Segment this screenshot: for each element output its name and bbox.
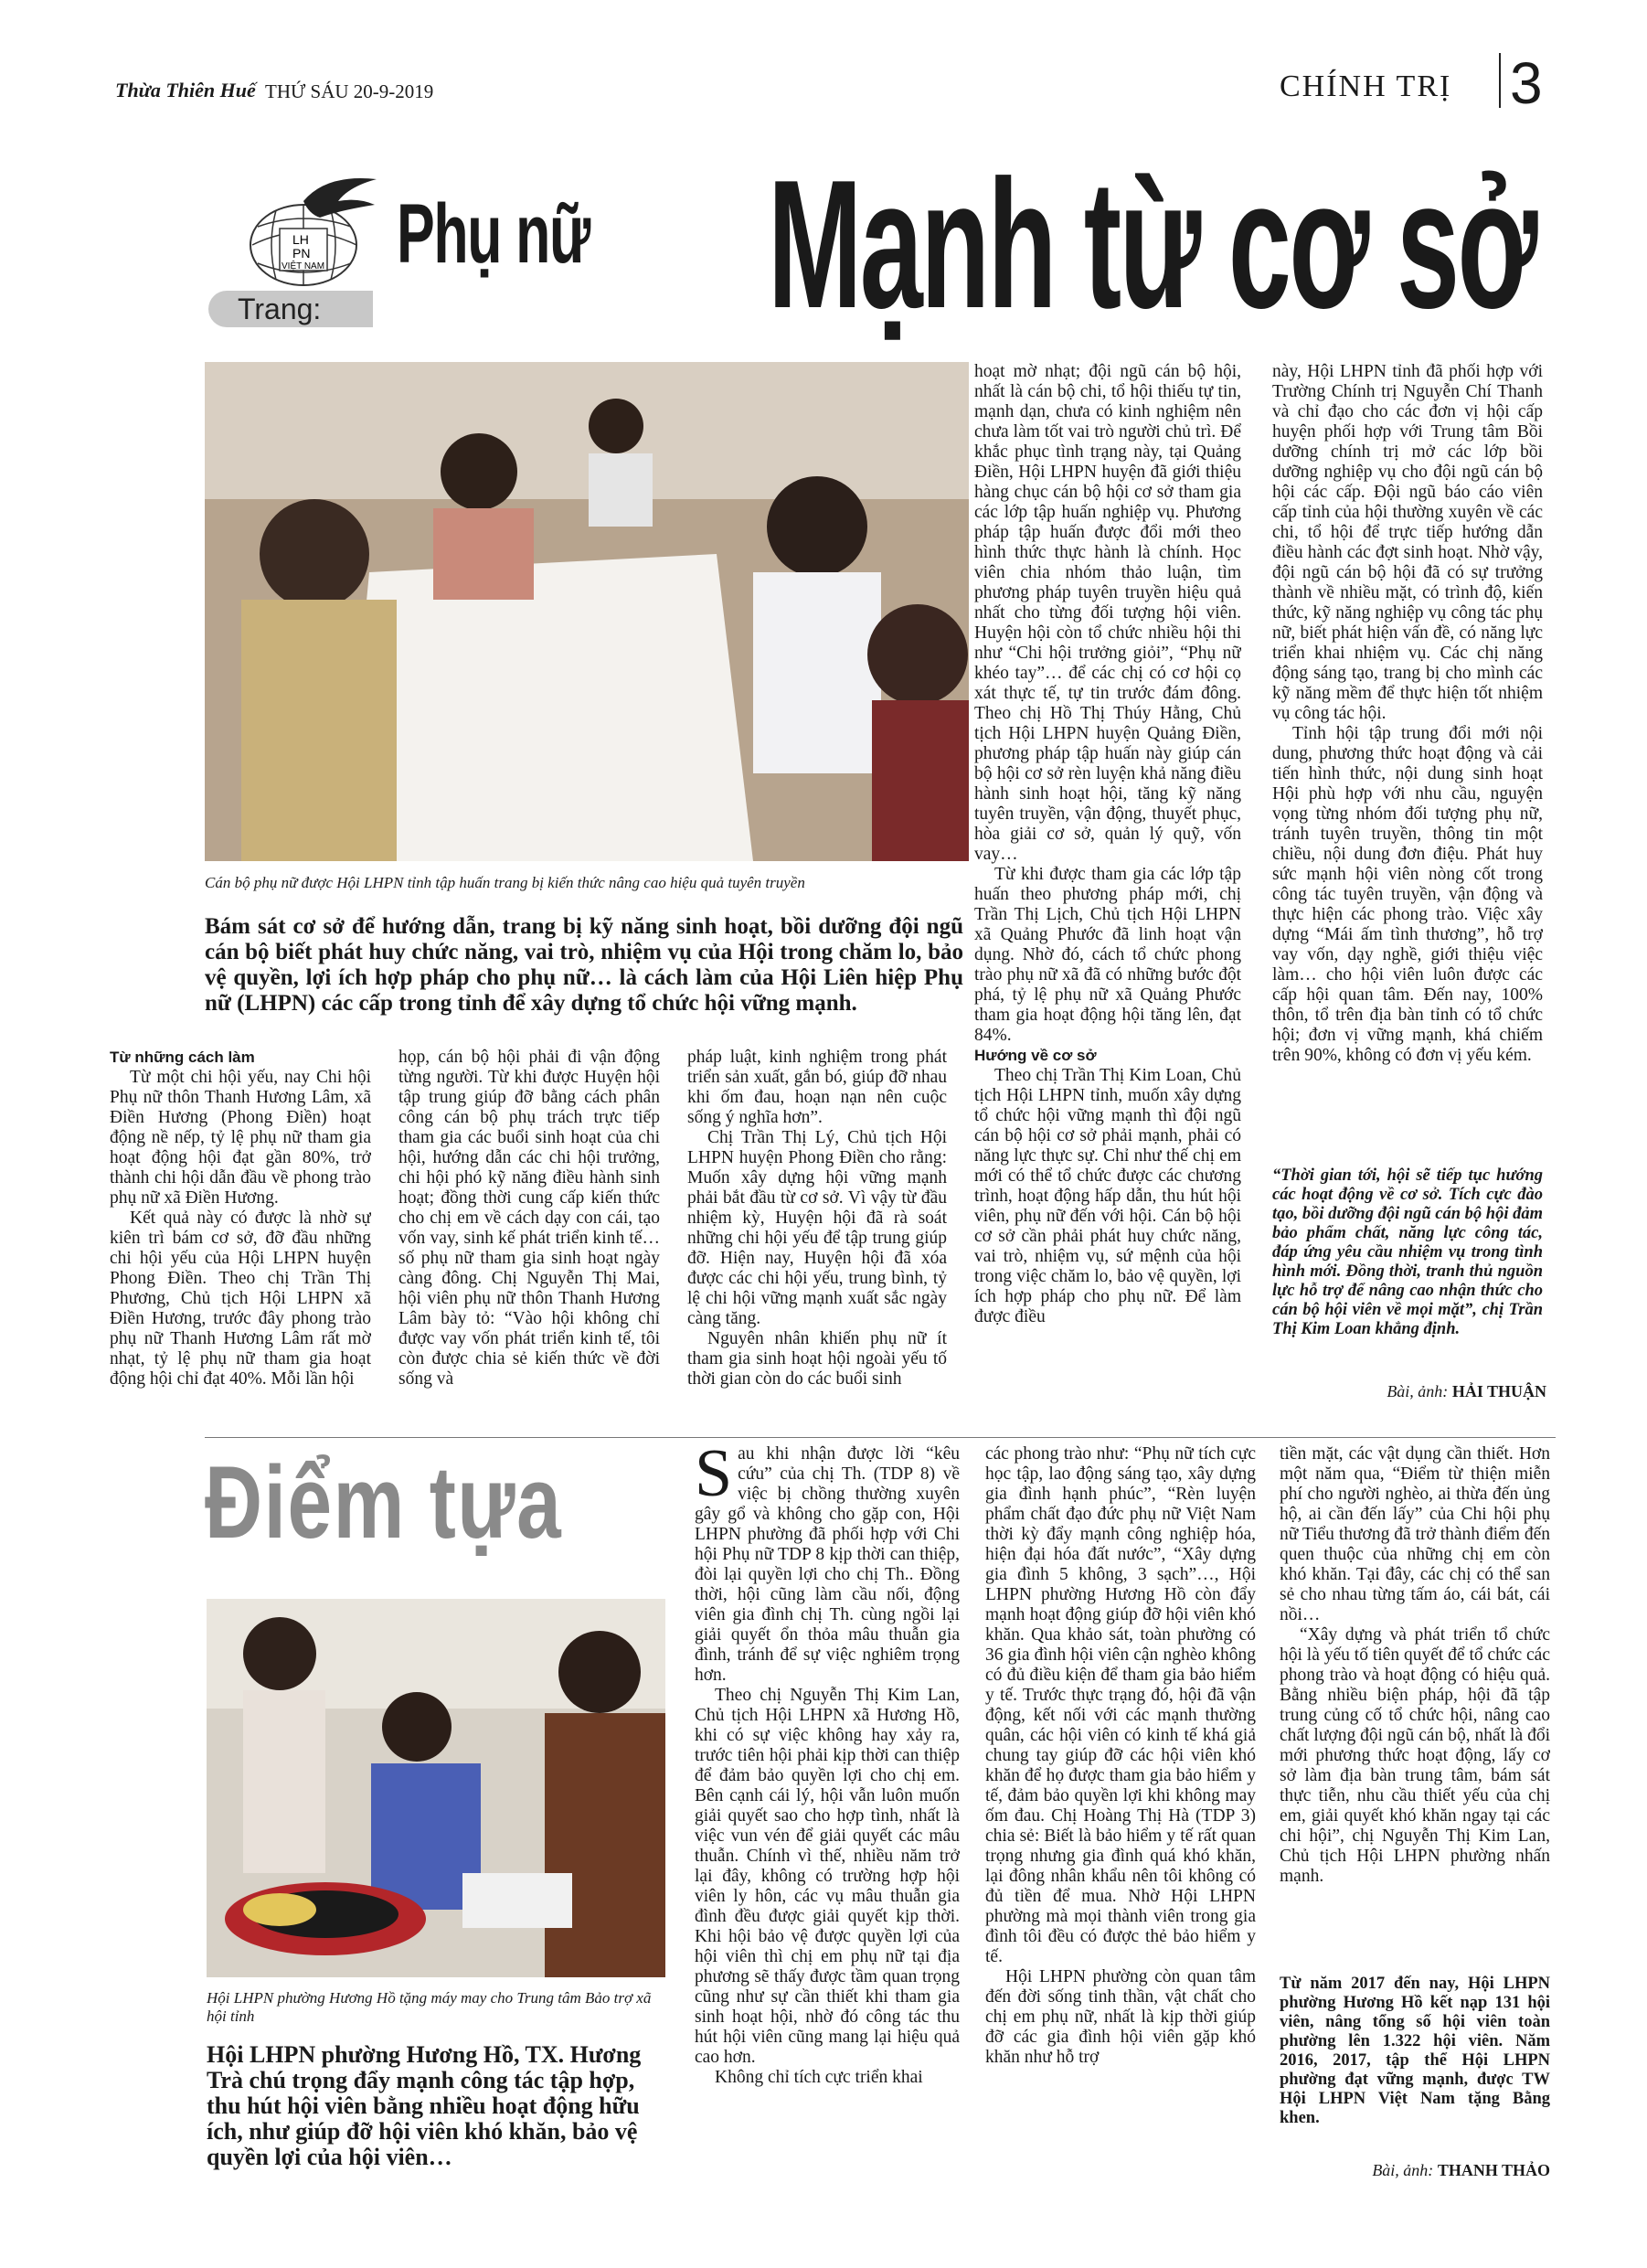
header-divider (1499, 53, 1501, 108)
article1-lead: Bám sát cơ sở để hướng dẫn, trang bị kỹ năng sinh hoạt, bồi dưỡng đội ngũ cán bộ biết phát huy chức năng, vai trò, nhiệm vụ của Hội trong chăm lo, bảo vệ quyền, lợi ích hợp pháp cho phụ nữ… là cách làm của Hội Liên hiệp Phụ nữ (LHPN) các cấp trong tỉnh để xây dựng tổ chức hội vững mạnh. (205, 914, 963, 1016)
paragraph: Kết quả này có được là nhờ sự kiên trì bám cơ sở, đỡ đầu những chi hội yếu của Hội LHPN huyện Phong Điền. Theo chị Trần Thị Phương, Chủ tịch Hội LHPN xã Điền Hương, trước đây phong trào phụ nữ Thanh Hương Lâm rất mờ nhạt, tỷ lệ phụ nữ tham gia hoạt động hội chỉ đạt 40%. Mỗi lần hội (110, 1209, 371, 1389)
byline-author: THANH THẢO (1437, 2161, 1550, 2179)
paragraph: họp, cán bộ hội phải đi vận động từng người. Từ khi được Huyện hội tập trung giúp đỡ bằng cách phân công cán bộ phụ trách trực tiếp tham gia các buổi sinh hoạt của chi hội, hướng dẫn các chi hội trưởng, chi hội phó kỹ năng điều hành sinh hoạt; đồng thời cung cấp kiến thức cho chị em về cách dạy con cái, tạo vốn vay, sinh kế phát triển kinh tế… số phụ nữ tham gia sinh hoạt ngày càng đông. Chị Nguyễn Thị Mai, hội viên phụ nữ thôn Thanh Hương Lâm bày tỏ: “Vào hội không chỉ được vay vốn phát triển kinh tế, tôi còn được chia sẻ kiến thức về đời sống và (398, 1048, 660, 1389)
vietnam-women-union-logo (239, 174, 386, 291)
article1-photo-caption: Cán bộ phụ nữ được Hội LHPN tỉnh tập huấn trang bị kiến thức nâng cao hiệu quả tuyên truyền (205, 874, 805, 891)
article1-column-1 (110, 1048, 371, 1404)
article2-column-1 (695, 1444, 960, 2157)
paragraph: này, Hội LHPN tỉnh đã phối hợp với Trường Chính trị Nguyễn Chí Thanh và chỉ đạo cho các đơn vị hội cấp huyện phối hợp với Trung tâm Bồi dưỡng chính trị mở các lớp bồi dưỡng nghiệp vụ cho đội ngũ cán bộ hội các cấp. Đội ngũ báo cáo viên cấp tỉnh của hội thường xuyên về các chi, tổ hội để trực tiếp hướng dẫn điều hành các đợt sinh hoạt. Nhờ vậy, đội ngũ cán bộ hội đã có sự trưởng thành về nhiều mặt, có trình độ, kiến thức, kỹ năng nghiệp vụ công tác phụ nữ, biết phát hiện vấn đề, có năng lực triển khai nhiệm vụ. Các chị năng động sáng tạo, trang bị cho mình các kỹ năng mềm để thực hiện tốt nhiệm vụ công tác hội. (1272, 362, 1543, 723)
byline-label: Bài, ảnh: (1387, 1382, 1449, 1400)
article1-column-2 (398, 1048, 660, 1404)
logo-text-pn: PN (292, 246, 311, 261)
paragraph: Theo chị Trần Thị Kim Loan, Chủ tịch Hội LHPN tỉnh, muốn xây dựng tổ chức hội vững mạnh thì đội ngũ cán bộ hội cơ sở phải mạnh, phải có năng lực thực sự. Chỉ như thế chị em mới có thể tổ chức được các chương trình, hoạt động hấp dẫn, thu hút hội viên, phụ nữ đến với hội. Cán bộ hội cơ sở cần phải phát huy chức năng, vai trò, nhiệm vụ, sứ mệnh của hội trong việc chăm lo, bảo vệ quyền, lợi ích hợp pháp cho phụ nữ. Để làm được điều (974, 1066, 1241, 1326)
logo-text-vn: VIỆT NAM (282, 261, 325, 272)
paragraph: Từ khi được tham gia các lớp tập huấn theo phương pháp mới, chị Trần Thị Lịch, Chủ tịch Hội LHPN xã Quảng Phước đã linh hoạt vận dụng. Nhờ đó, cách tổ chức phong trào phụ nữ xã đã có những bước đột phá, tỷ lệ phụ nữ xã Quảng Phước tham gia hoạt động hội tăng lên, đạt 84%. (974, 865, 1241, 1045)
paragraph (695, 1444, 960, 1686)
byline-author: HẢI THUẬN (1451, 1382, 1546, 1400)
article2-headline: Điểm tựa (205, 1445, 563, 1560)
article1-column-4 (974, 362, 1241, 1404)
article1-column-5 (1272, 362, 1543, 1166)
paragraph: Theo chị Nguyễn Thị Kim Lan, Chủ tịch Hội LHPN xã Hương Hồ, khi có sự việc không hay xảy ra, trước tiên hội phải kịp thời can thiệp để đảm bảo quyền lợi cho chị em. Bên cạnh cái lý, hội vẫn luôn muốn giải quyết sao cho hợp tình, nhất là việc vun vén để giải quyết các mâu thuẫn. Chính vì thế, nhiều năm trở lại đây, không có trường hợp hội viên ly hôn, các vụ mâu thuẫn gia đình đều được giải quyết kịp thời. Khi hội bảo vệ được quyền lợi của hội viên thì chị em phụ nữ tại địa phương sẽ thấy được tầm quan trọng cũng như sự cần thiết khi tham gia sinh hoạt hội, nhờ đó công tác thu hút hội viên cũng mang lại hiệu quả cao hơn. (695, 1686, 960, 2067)
article2-byline (1280, 2161, 1550, 2180)
section-name: CHÍNH TRỊ (1280, 69, 1452, 103)
page-number: 3 (1510, 50, 1543, 116)
sewing-machine-photo (207, 1599, 665, 1977)
paragraph: Chị Trần Thị Lý, Chủ tịch Hội LHPN huyện Phong Điền cho rằng: Muốn xây dựng hội vững mạnh phải bắt đầu từ cơ sở. Vì vậy từ đầu nhiệm kỳ, Huyện hội đã rà soát những chi hội yếu để tập trung giúp đỡ. Hiện nay, Huyện hội đã xóa được các chi hội yếu, trung bình, tỷ lệ chi hội vững mạnh xuất sắc ngày càng tăng. (687, 1128, 947, 1328)
article2-photo-caption: Hội LHPN phường Hương Hồ tặng máy may cho Trung tâm Bảo trợ xã hội tỉnh (207, 1989, 652, 2025)
paragraph: Nguyên nhân khiến phụ nữ ít tham gia sinh hoạt hội ngoài yếu tố thời gian còn do các buổi sinh (687, 1329, 947, 1389)
article2-column-3 (1280, 1444, 1550, 1967)
article1-headline: Mạnh từ cơ sở (768, 143, 1536, 346)
paragraph: “Xây dựng và phát triển tổ chức hội là yếu tố tiên quyết để tổ chức các phong trào và hoạt động có hiệu quả. Bằng nhiều biện pháp, hội đã tập trung củng cố tổ chức hội, nâng cao chất lượng đội ngũ cán bộ, nhất là đổi mới phương thức hoạt động, lấy cơ sở làm địa bàn trung tâm, bám sát thực tiễn, nhu cầu thiết yếu của chị em, giải quyết khó khăn ngay tại các chi hội”, chị Nguyễn Thị Kim Lan, Chủ tịch Hội LHPN phường nhấn mạnh. (1280, 1625, 1550, 1886)
article1-subhead-2: Hướng về cơ sở (974, 1047, 1097, 1064)
article1-quote: “Thời gian tới, hội sẽ tiếp tục hướng các hoạt động về cơ sở. Tích cực đào tạo, bồi dưỡng đội ngũ cán bộ hội đảm bảo phẩm chất, năng lực công tác, đáp ứng yêu cầu nhiệm vụ trong tình hình mới. Đồng thời, tranh thủ nguồn lực hỗ trợ để nâng cao nhận thức cho cán bộ hội viên về mọi mặt”, chị Trần Thị Kim Loan khẳng định. (1272, 1166, 1543, 1338)
article2-column-2 (985, 1444, 1256, 2157)
issue-date: THỨ SÁU 20-9-2019 (265, 80, 434, 102)
page-label: Trang: (208, 291, 373, 327)
article2-fact: Từ năm 2017 đến nay, Hội LHPN phường Hương Hồ kết nạp 131 hội viên, nâng tổng số hội viên toàn phường lên 1.322 hội viên. Năm 2016, 2017, tập thể Hội LHPN phường đạt vững mạnh, được TW Hội LHPN Việt Nam tặng Bằng khen. (1280, 1975, 1550, 2127)
article1-subhead-1: Từ những cách làm (110, 1049, 255, 1066)
paragraph: Tỉnh hội tập trung đổi mới nội dung, phương thức hoạt động và cải tiến hình thức, nội dung sinh hoạt Hội phù hợp với nhu cầu, nguyện vọng từng nhóm đối tượng phụ nữ, tránh tuyên truyền, thông tin một chiều, nội dung đơn điệu. Phát huy sức mạnh hội viên nòng cốt trong công tác tuyên truyền, vận động và thực hiện các phong trào. Việc xây dựng “Mái ấm tình thương”, hỗ trợ vay vốn, dạy nghề, giới thiệu việc làm… cho hội viên luôn được các cấp hội quan tâm. Đến nay, 100% thôn, tổ trên địa bàn tỉnh có tổ chức hội; đơn vị vững mạnh, khá chiếm trên 90%, không có đơn vị yếu kém. (1272, 724, 1543, 1065)
article1-quote-box (1272, 1166, 1543, 1377)
newspaper-name: Thừa Thiên Huế (115, 79, 256, 101)
logo-text-lh: LH (292, 232, 309, 247)
paragraph: pháp luật, kinh nghiệm trong phát triển sản xuất, gắn bó, giúp đỡ nhau khi ốm đau, hoạn nạn nên cuộc sống ý nghĩa hơn”. (687, 1048, 947, 1127)
paragraph: các phong trào như: “Phụ nữ tích cực học tập, lao động sáng tạo, xây dựng gia đình hạnh phúc”, “Rèn luyện phẩm chất đạo đức phụ nữ Việt Nam thời kỳ đẩy mạnh công nghiệp hóa, hiện đại hóa đất nước”, “Xây dựng gia đình 5 không, 3 sạch”…, Hội LHPN phường Hương Hồ còn đẩy mạnh hoạt động giúp đỡ hội viên khó khăn. Qua khảo sát, toàn phường có 36 gia đình hội viên cận nghèo không có đủ điều kiện để tham gia bảo hiểm y tế. Trước thực trạng đó, hội đã vận động, kết nối với các mạnh thường quân, các hội viên có kinh tế khá giả chung tay giúp đỡ các hội viên khó khăn để họ được tham gia bảo hiểm y tế, đảm bảo quyền lợi khi không may ốm đau. Chị Hoàng Thị Hà (TDP 3) chia sẻ: Biết là bảo hiểm y tế rất quan trọng nhưng gia đình quá khó khăn, lại đông nhân khẩu nên tôi không có đủ tiền để mua. Nhờ Hội LHPN phường mà mọi thành viên trong gia đình tôi đều có được thẻ bảo hiểm y tế. (985, 1444, 1256, 1966)
paragraph: tiền mặt, các vật dụng cần thiết. Hơn một năm qua, “Điểm từ thiện miễn phí cho người nghèo, ai thừa đến ủng hộ, ai cần đến lấy” của Chi hội phụ nữ Tiểu thương đã trở thành điểm đến quen thuộc của những chị em còn khó khăn. Tại đây, các chị có thể san sẻ cho nhau từng tấm áo, cái bát, cái nồi… (1280, 1444, 1550, 1624)
paragraph: Không chỉ tích cực triển khai (715, 2068, 923, 2087)
article1-column-3 (687, 1048, 947, 1404)
first-paragraph-text: au khi nhận được lời “kêu cứu” của chị Th. (TDP 8) về việc bị chồng thường xuyên gây gổ và không cho gặp con, Hội LHPN phường đã phối hợp với Chi hội Phụ nữ TDP 8 kịp thời can thiệp, đòi lại quyền lợi cho chị Th.. Đồng thời, hội cũng làm cầu nối, động viên gia đình chị Th. cùng ngồi lại giải quyết ổn thỏa mâu thuẫn gia đình, tránh để sự việc nghiêm trọng hơn. (695, 1444, 960, 1685)
dropcap: S (695, 1444, 733, 1511)
article-divider (205, 1437, 1556, 1438)
training-photo (205, 362, 969, 861)
paragraph: hoạt mờ nhạt; đội ngũ cán bộ hội, nhất là cán bộ chi, tổ hội thiếu tự tin, mạnh dạn, chưa có kinh nghiệm nên chưa làm tốt vai trò người chủ trì. Để khắc phục tình trạng này, tại Quảng Điền, Hội LHPN huyện đã giới thiệu hàng chục cán bộ hội cơ sở tham gia các lớp tập huấn nghiệp vụ. Phương pháp tập huấn được đổi mới theo hình thức thực hành là chính. Học viên chia nhóm thảo luận, tìm phương pháp tuyên truyền hiệu quả nhất cho từng đối tượng hội viên. Huyện hội còn tổ chức nhiều hội thi như “Chi hội trưởng giỏi”, “Phụ nữ khéo tay”… để các chị có cơ hội cọ xát thực tế, tự tin trước đám đông. Theo chị Hồ Thị Thúy Hằng, Chủ tịch Hội LHPN huyện Quảng Điền, phương pháp tập huấn này giúp cán bộ hội cơ sở rèn luyện khả năng điều hành sinh hoạt hội, tăng kỹ năng tuyên truyền, vận động, thuyết phục, hòa giải cơ sở, quản lý quỹ, vốn vay… (974, 362, 1241, 864)
article1-byline (1272, 1382, 1546, 1401)
byline-label: Bài, ảnh: (1372, 2161, 1434, 2179)
article2-lead: Hội LHPN phường Hương Hồ, TX. Hương Trà chú trọng đẩy mạnh công tác tập hợp, thu hút hội viên bằng nhiều hoạt động hữu ích, như giúp đỡ hội viên khó khăn, bảo vệ quyền lợi của hội viên… (207, 2041, 642, 2170)
page-name: Phụ nữ (397, 187, 590, 281)
paragraph: Hội LHPN phường còn quan tâm đến đời sống tinh thần, vật chất cho chị em phụ nữ, nhất là kịp thời giúp đỡ các gia đình hội viên gặp khó khăn như hỗ trợ (985, 1967, 1256, 2067)
article2-fact-box (1280, 1975, 1550, 2148)
paragraph: Từ một chi hội yếu, nay Chi hội Phụ nữ thôn Thanh Hương Lâm, xã Điền Hương (Phong Điền) hoạt động nề nếp, tỷ lệ phụ nữ tham gia hoạt động hội đạt gần 80%, trở thành chi hội dẫn đầu về phong trào phụ nữ xã Điền Hương. (110, 1068, 371, 1208)
